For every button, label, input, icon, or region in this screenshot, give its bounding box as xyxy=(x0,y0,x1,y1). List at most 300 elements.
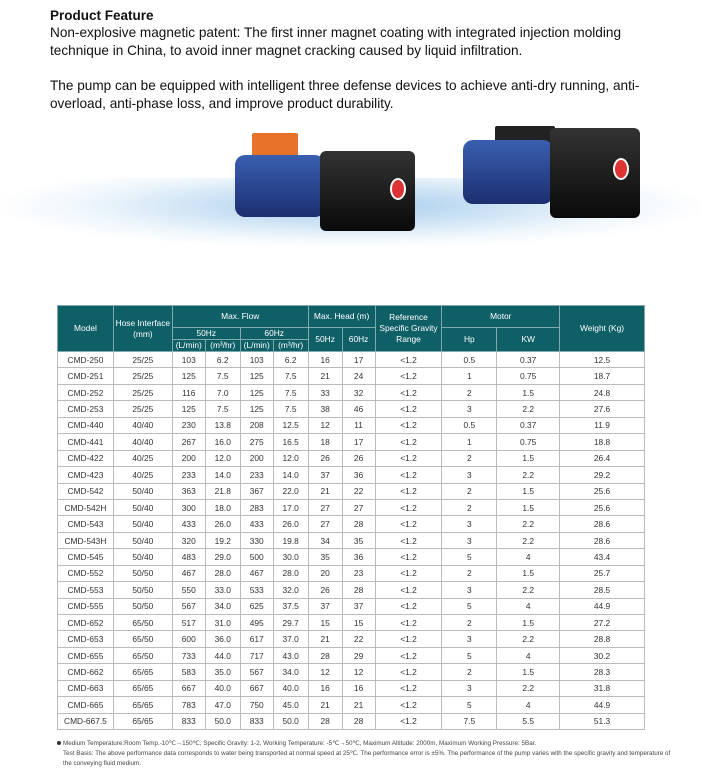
table-cell: <1.2 xyxy=(375,352,442,368)
feature-paragraph-1: Non-explosive magnetic patent: The first inner magnet coating with integrated injection molding technique in China, to avoid inner magnet cracking caused by liquid infiltration. xyxy=(50,25,622,58)
table-cell: 833 xyxy=(240,713,273,729)
table-cell: CMD-542 xyxy=(58,483,114,499)
table-cell: 35 xyxy=(342,532,375,548)
table-cell: <1.2 xyxy=(375,647,442,663)
table-cell: 32.0 xyxy=(273,582,308,598)
table-row xyxy=(58,549,645,565)
table-cell: 18 xyxy=(308,434,342,450)
table-cell: 26 xyxy=(342,450,375,466)
table-cell: 36 xyxy=(342,467,375,483)
table-cell: 50.0 xyxy=(205,713,240,729)
table-cell: 4 xyxy=(497,697,560,713)
table-row xyxy=(58,582,645,598)
col-kw: KW xyxy=(497,328,560,352)
table-cell: 3 xyxy=(442,532,497,548)
table-cell: 16.5 xyxy=(273,434,308,450)
table-cell: 28 xyxy=(342,516,375,532)
table-cell: 533 xyxy=(240,582,273,598)
table-cell: CMD-251 xyxy=(58,368,114,384)
table-cell: CMD-542H xyxy=(58,499,114,515)
table-cell: 50/50 xyxy=(113,598,172,614)
table-cell: 26.0 xyxy=(205,516,240,532)
table-cell: 35 xyxy=(308,549,342,565)
table-cell: 500 xyxy=(240,549,273,565)
table-cell: CMD-543 xyxy=(58,516,114,532)
table-cell: 33 xyxy=(308,384,342,400)
col-model: Model xyxy=(58,306,114,352)
table-cell: <1.2 xyxy=(375,664,442,680)
table-cell: 27.2 xyxy=(560,615,645,631)
table-cell: <1.2 xyxy=(375,680,442,696)
pump-left xyxy=(230,133,420,238)
table-cell: 1.5 xyxy=(497,384,560,400)
table-cell: CMD-662 xyxy=(58,664,114,680)
table-cell: 40/25 xyxy=(113,467,172,483)
table-cell: 2 xyxy=(442,483,497,499)
table-cell: 267 xyxy=(172,434,205,450)
table-cell: 230 xyxy=(172,417,205,433)
table-cell: 3 xyxy=(442,631,497,647)
table-cell: 28 xyxy=(308,647,342,663)
table-cell: 50.0 xyxy=(273,713,308,729)
table-cell: 21.8 xyxy=(205,483,240,499)
table-row xyxy=(58,631,645,647)
table-cell: 20 xyxy=(308,565,342,581)
table-cell: 50/40 xyxy=(113,532,172,548)
table-cell: 40/25 xyxy=(113,450,172,466)
table-cell: <1.2 xyxy=(375,499,442,515)
table-cell: 16 xyxy=(308,352,342,368)
table-cell: 600 xyxy=(172,631,205,647)
table-cell: CMD-543H xyxy=(58,532,114,548)
table-cell: 3 xyxy=(442,680,497,696)
table-cell: CMD-250 xyxy=(58,352,114,368)
table-cell: 1.5 xyxy=(497,615,560,631)
table-row xyxy=(58,598,645,614)
section-heading: Product Feature xyxy=(50,8,154,23)
table-cell: <1.2 xyxy=(375,598,442,614)
table-cell: 467 xyxy=(240,565,273,581)
table-cell: 28.6 xyxy=(560,532,645,548)
table-cell: <1.2 xyxy=(375,549,442,565)
table-cell: 50/40 xyxy=(113,549,172,565)
col-hose: Hose Interface (mm) xyxy=(113,306,172,352)
table-cell: 18.7 xyxy=(560,368,645,384)
table-cell: 2 xyxy=(442,384,497,400)
table-cell: 667 xyxy=(172,680,205,696)
table-row xyxy=(58,565,645,581)
table-cell: 5 xyxy=(442,549,497,565)
table-cell: 2 xyxy=(442,615,497,631)
table-cell: 1.5 xyxy=(497,499,560,515)
table-cell: 733 xyxy=(172,647,205,663)
table-cell: 19.2 xyxy=(205,532,240,548)
table-row xyxy=(58,450,645,466)
table-cell: CMD-423 xyxy=(58,467,114,483)
table-cell: 25.7 xyxy=(560,565,645,581)
table-cell: <1.2 xyxy=(375,615,442,631)
table-row xyxy=(58,713,645,729)
table-row xyxy=(58,532,645,548)
table-cell: 7.5 xyxy=(442,713,497,729)
table-cell: CMD-545 xyxy=(58,549,114,565)
table-cell: 21 xyxy=(308,697,342,713)
table-cell: <1.2 xyxy=(375,368,442,384)
table-cell: 21 xyxy=(308,631,342,647)
table-cell: <1.2 xyxy=(375,516,442,532)
table-cell: 433 xyxy=(172,516,205,532)
footnote xyxy=(57,739,677,769)
table-cell: 29.0 xyxy=(205,549,240,565)
table-cell: 28 xyxy=(342,582,375,598)
table-cell: 583 xyxy=(172,664,205,680)
table-cell: 5 xyxy=(442,598,497,614)
note-test-basis: Test Basis: The above performance data corresponds to water being transported at normal speed at 25℃. The performance error is ±5%. The performance of the pump varies with the specific gravity and temperature of the conveying fluid medium. xyxy=(63,750,671,767)
col-head-60hz: 60Hz xyxy=(342,328,375,352)
table-cell: 300 xyxy=(172,499,205,515)
table-cell: 47.0 xyxy=(205,697,240,713)
table-cell: 2.2 xyxy=(497,582,560,598)
table-cell: 25/25 xyxy=(113,401,172,417)
table-cell: 3 xyxy=(442,582,497,598)
table-row xyxy=(58,384,645,400)
unit-lmin: (L/min) xyxy=(240,340,273,352)
table-cell: CMD-441 xyxy=(58,434,114,450)
table-cell: 65/50 xyxy=(113,647,172,663)
table-cell: 6.2 xyxy=(205,352,240,368)
table-cell: 27 xyxy=(308,516,342,532)
table-cell: 23 xyxy=(342,565,375,581)
table-cell: 32 xyxy=(342,384,375,400)
table-cell: 37.0 xyxy=(273,631,308,647)
table-cell: 750 xyxy=(240,697,273,713)
table-cell: CMD-252 xyxy=(58,384,114,400)
table-cell: 0.37 xyxy=(497,352,560,368)
table-cell: 0.5 xyxy=(442,417,497,433)
table-cell: 5.5 xyxy=(497,713,560,729)
table-cell: 12.5 xyxy=(560,352,645,368)
table-cell: 43.4 xyxy=(560,549,645,565)
table-cell: CMD-655 xyxy=(58,647,114,663)
table-cell: 1.5 xyxy=(497,483,560,499)
table-row xyxy=(58,615,645,631)
table-cell: 283 xyxy=(240,499,273,515)
table-cell: 717 xyxy=(240,647,273,663)
table-cell: <1.2 xyxy=(375,467,442,483)
table-cell: 28 xyxy=(342,713,375,729)
table-cell: <1.2 xyxy=(375,697,442,713)
table-cell: CMD-555 xyxy=(58,598,114,614)
table-cell: 3 xyxy=(442,467,497,483)
table-cell: 2 xyxy=(442,565,497,581)
table-cell: <1.2 xyxy=(375,483,442,499)
table-cell: CMD-653 xyxy=(58,631,114,647)
table-cell: 40.0 xyxy=(273,680,308,696)
table-cell: 4 xyxy=(497,549,560,565)
table-cell: 517 xyxy=(172,615,205,631)
table-cell: 37.5 xyxy=(273,598,308,614)
table-cell: 1.5 xyxy=(497,664,560,680)
table-row xyxy=(58,483,645,499)
table-cell: 17.0 xyxy=(273,499,308,515)
table-cell: 783 xyxy=(172,697,205,713)
table-cell: 0.5 xyxy=(442,352,497,368)
table-cell: 17 xyxy=(342,434,375,450)
table-cell: 200 xyxy=(172,450,205,466)
table-cell: 12 xyxy=(308,417,342,433)
table-cell: 65/65 xyxy=(113,680,172,696)
table-row xyxy=(58,664,645,680)
table-cell: 50/50 xyxy=(113,565,172,581)
table-row xyxy=(58,368,645,384)
table-cell: 200 xyxy=(240,450,273,466)
table-cell: 2.2 xyxy=(497,532,560,548)
table-cell: 40/40 xyxy=(113,417,172,433)
table-cell: <1.2 xyxy=(375,631,442,647)
table-cell: 125 xyxy=(240,384,273,400)
table-cell: 12.0 xyxy=(273,450,308,466)
table-cell: 38 xyxy=(308,401,342,417)
table-cell: 31.8 xyxy=(560,680,645,696)
table-cell: 25.6 xyxy=(560,483,645,499)
table-cell: 667 xyxy=(240,680,273,696)
table-cell: 31.0 xyxy=(205,615,240,631)
table-cell: 22.0 xyxy=(273,483,308,499)
table-cell: 116 xyxy=(172,384,205,400)
table-cell: 233 xyxy=(172,467,205,483)
col-flow: Max. Flow xyxy=(172,306,308,328)
table-cell: 233 xyxy=(240,467,273,483)
table-cell: CMD-652 xyxy=(58,615,114,631)
table-cell: 14.0 xyxy=(205,467,240,483)
table-cell: 103 xyxy=(240,352,273,368)
table-cell: 12.5 xyxy=(273,417,308,433)
table-cell: 208 xyxy=(240,417,273,433)
table-cell: 617 xyxy=(240,631,273,647)
table-cell: 11.9 xyxy=(560,417,645,433)
table-row xyxy=(58,352,645,368)
table-row xyxy=(58,434,645,450)
table-row xyxy=(58,516,645,532)
table-cell: 50/40 xyxy=(113,499,172,515)
table-cell: 50/50 xyxy=(113,582,172,598)
table-cell: 14.0 xyxy=(273,467,308,483)
table-cell: 65/50 xyxy=(113,631,172,647)
table-cell: 7.5 xyxy=(273,368,308,384)
table-cell: 46 xyxy=(342,401,375,417)
table-cell: 19.8 xyxy=(273,532,308,548)
table-cell: 26 xyxy=(308,582,342,598)
table-row xyxy=(58,647,645,663)
table-cell: 5 xyxy=(442,647,497,663)
table-cell: <1.2 xyxy=(375,450,442,466)
table-cell: 12 xyxy=(342,664,375,680)
col-gravity: Reference Specific Gravity Range xyxy=(375,306,442,352)
note-conditions: Medium Temperature:Room Temp.-10℃→150℃, Specific Gravity: 1-2, Working Temperature: -5℃→50℃, Maximum Altitude: 2000m, Maximum Working Pressure: 5Bar. xyxy=(63,740,537,747)
table-cell: 30.2 xyxy=(560,647,645,663)
table-cell: 28.3 xyxy=(560,664,645,680)
table-cell: 44.9 xyxy=(560,697,645,713)
table-cell: 4 xyxy=(497,598,560,614)
table-cell: 103 xyxy=(172,352,205,368)
col-head-50hz: 50Hz xyxy=(308,328,342,352)
table-cell: 29 xyxy=(342,647,375,663)
table-cell: 275 xyxy=(240,434,273,450)
table-cell: 2.2 xyxy=(497,516,560,532)
table-row xyxy=(58,697,645,713)
table-cell: 2.2 xyxy=(497,680,560,696)
table-cell: 363 xyxy=(172,483,205,499)
table-cell: 37 xyxy=(342,598,375,614)
table-cell: 27.6 xyxy=(560,401,645,417)
table-cell: 28.6 xyxy=(560,516,645,532)
table-cell: CMD-552 xyxy=(58,565,114,581)
pump-right xyxy=(455,118,645,228)
table-cell: 7.5 xyxy=(205,401,240,417)
product-image xyxy=(0,118,702,288)
table-row xyxy=(58,467,645,483)
spec-table xyxy=(57,305,645,730)
table-cell: 29.2 xyxy=(560,467,645,483)
table-cell: 2 xyxy=(442,499,497,515)
col-hp: Hp xyxy=(442,328,497,352)
table-cell: 36 xyxy=(342,549,375,565)
table-cell: CMD-667.5 xyxy=(58,713,114,729)
table-cell: 12.0 xyxy=(205,450,240,466)
table-cell: 0.75 xyxy=(497,368,560,384)
table-cell: 550 xyxy=(172,582,205,598)
table-cell: 567 xyxy=(172,598,205,614)
table-cell: 16 xyxy=(308,680,342,696)
table-cell: <1.2 xyxy=(375,434,442,450)
table-cell: CMD-663 xyxy=(58,680,114,696)
table-cell: <1.2 xyxy=(375,565,442,581)
table-cell: 50/40 xyxy=(113,516,172,532)
table-row xyxy=(58,499,645,515)
table-cell: 13.8 xyxy=(205,417,240,433)
table-cell: 125 xyxy=(172,401,205,417)
table-cell: 1.5 xyxy=(497,450,560,466)
table-cell: 4 xyxy=(497,647,560,663)
table-cell: 330 xyxy=(240,532,273,548)
table-cell: 30.0 xyxy=(273,549,308,565)
table-cell: 3 xyxy=(442,401,497,417)
table-cell: 625 xyxy=(240,598,273,614)
table-cell: 0.37 xyxy=(497,417,560,433)
col-weight: Weight (Kg) xyxy=(560,306,645,352)
table-cell: 2 xyxy=(442,450,497,466)
table-cell: 125 xyxy=(172,368,205,384)
table-cell: 1 xyxy=(442,368,497,384)
table-cell: 65/65 xyxy=(113,713,172,729)
table-cell: 2 xyxy=(442,664,497,680)
table-cell: 16.0 xyxy=(205,434,240,450)
table-cell: 36.0 xyxy=(205,631,240,647)
table-cell: 21 xyxy=(342,697,375,713)
table-cell: 833 xyxy=(172,713,205,729)
table-cell: 17 xyxy=(342,352,375,368)
table-cell: 25.6 xyxy=(560,499,645,515)
table-cell: 44.9 xyxy=(560,598,645,614)
table-cell: 467 xyxy=(172,565,205,581)
table-cell: 28.0 xyxy=(205,565,240,581)
table-row xyxy=(58,401,645,417)
table-cell: 37 xyxy=(308,467,342,483)
table-cell: 0.75 xyxy=(497,434,560,450)
table-cell: 22 xyxy=(342,483,375,499)
table-cell: 483 xyxy=(172,549,205,565)
table-cell: 21 xyxy=(308,483,342,499)
table-cell: CMD-665 xyxy=(58,697,114,713)
col-flow-60hz: 60Hz xyxy=(240,328,308,340)
table-cell: 35.0 xyxy=(205,664,240,680)
table-cell: 7.5 xyxy=(205,368,240,384)
table-cell: 37 xyxy=(308,598,342,614)
table-cell: 6.2 xyxy=(273,352,308,368)
table-cell: 33.0 xyxy=(205,582,240,598)
table-cell: 15 xyxy=(308,615,342,631)
table-cell: 28.5 xyxy=(560,582,645,598)
table-cell: 26.4 xyxy=(560,450,645,466)
table-cell: 34.0 xyxy=(205,598,240,614)
table-cell: 7.0 xyxy=(205,384,240,400)
unit-m3hr: (m³/hr) xyxy=(205,340,240,352)
table-cell: 21 xyxy=(308,368,342,384)
table-cell: 125 xyxy=(240,401,273,417)
table-cell: 34.0 xyxy=(273,664,308,680)
table-cell: 25/25 xyxy=(113,368,172,384)
bullet-icon xyxy=(57,741,61,745)
table-cell: 40/40 xyxy=(113,434,172,450)
table-cell: 34 xyxy=(308,532,342,548)
table-cell: 24.8 xyxy=(560,384,645,400)
table-cell: <1.2 xyxy=(375,401,442,417)
table-cell: 27 xyxy=(308,499,342,515)
table-cell: 65/50 xyxy=(113,615,172,631)
table-cell: 5 xyxy=(442,697,497,713)
table-cell: <1.2 xyxy=(375,532,442,548)
table-cell: 28 xyxy=(308,713,342,729)
table-cell: CMD-440 xyxy=(58,417,114,433)
table-cell: 18.8 xyxy=(560,434,645,450)
table-cell: 50/40 xyxy=(113,483,172,499)
unit-m3hr: (m³/hr) xyxy=(273,340,308,352)
table-cell: 11 xyxy=(342,417,375,433)
table-cell: 44.0 xyxy=(205,647,240,663)
table-cell: 1 xyxy=(442,434,497,450)
table-cell: 320 xyxy=(172,532,205,548)
table-cell: 26 xyxy=(308,450,342,466)
table-cell: 125 xyxy=(240,368,273,384)
table-cell: 65/65 xyxy=(113,664,172,680)
table-cell: CMD-553 xyxy=(58,582,114,598)
table-cell: 65/65 xyxy=(113,697,172,713)
table-cell: 2.2 xyxy=(497,467,560,483)
col-flow-50hz: 50Hz xyxy=(172,328,240,340)
table-cell: 495 xyxy=(240,615,273,631)
table-cell: <1.2 xyxy=(375,384,442,400)
table-cell: 3 xyxy=(442,516,497,532)
table-cell: 26.0 xyxy=(273,516,308,532)
unit-lmin: (L/min) xyxy=(172,340,205,352)
table-cell: 24 xyxy=(342,368,375,384)
table-cell: 28.0 xyxy=(273,565,308,581)
feature-paragraph-2: The pump can be equipped with intelligent three defense devices to achieve anti-dry running, anti-overload, anti-phase loss, and improve product durability. xyxy=(50,78,640,111)
table-cell: <1.2 xyxy=(375,713,442,729)
col-head: Max. Head (m) xyxy=(308,306,375,328)
table-cell: 433 xyxy=(240,516,273,532)
table-cell: 567 xyxy=(240,664,273,680)
